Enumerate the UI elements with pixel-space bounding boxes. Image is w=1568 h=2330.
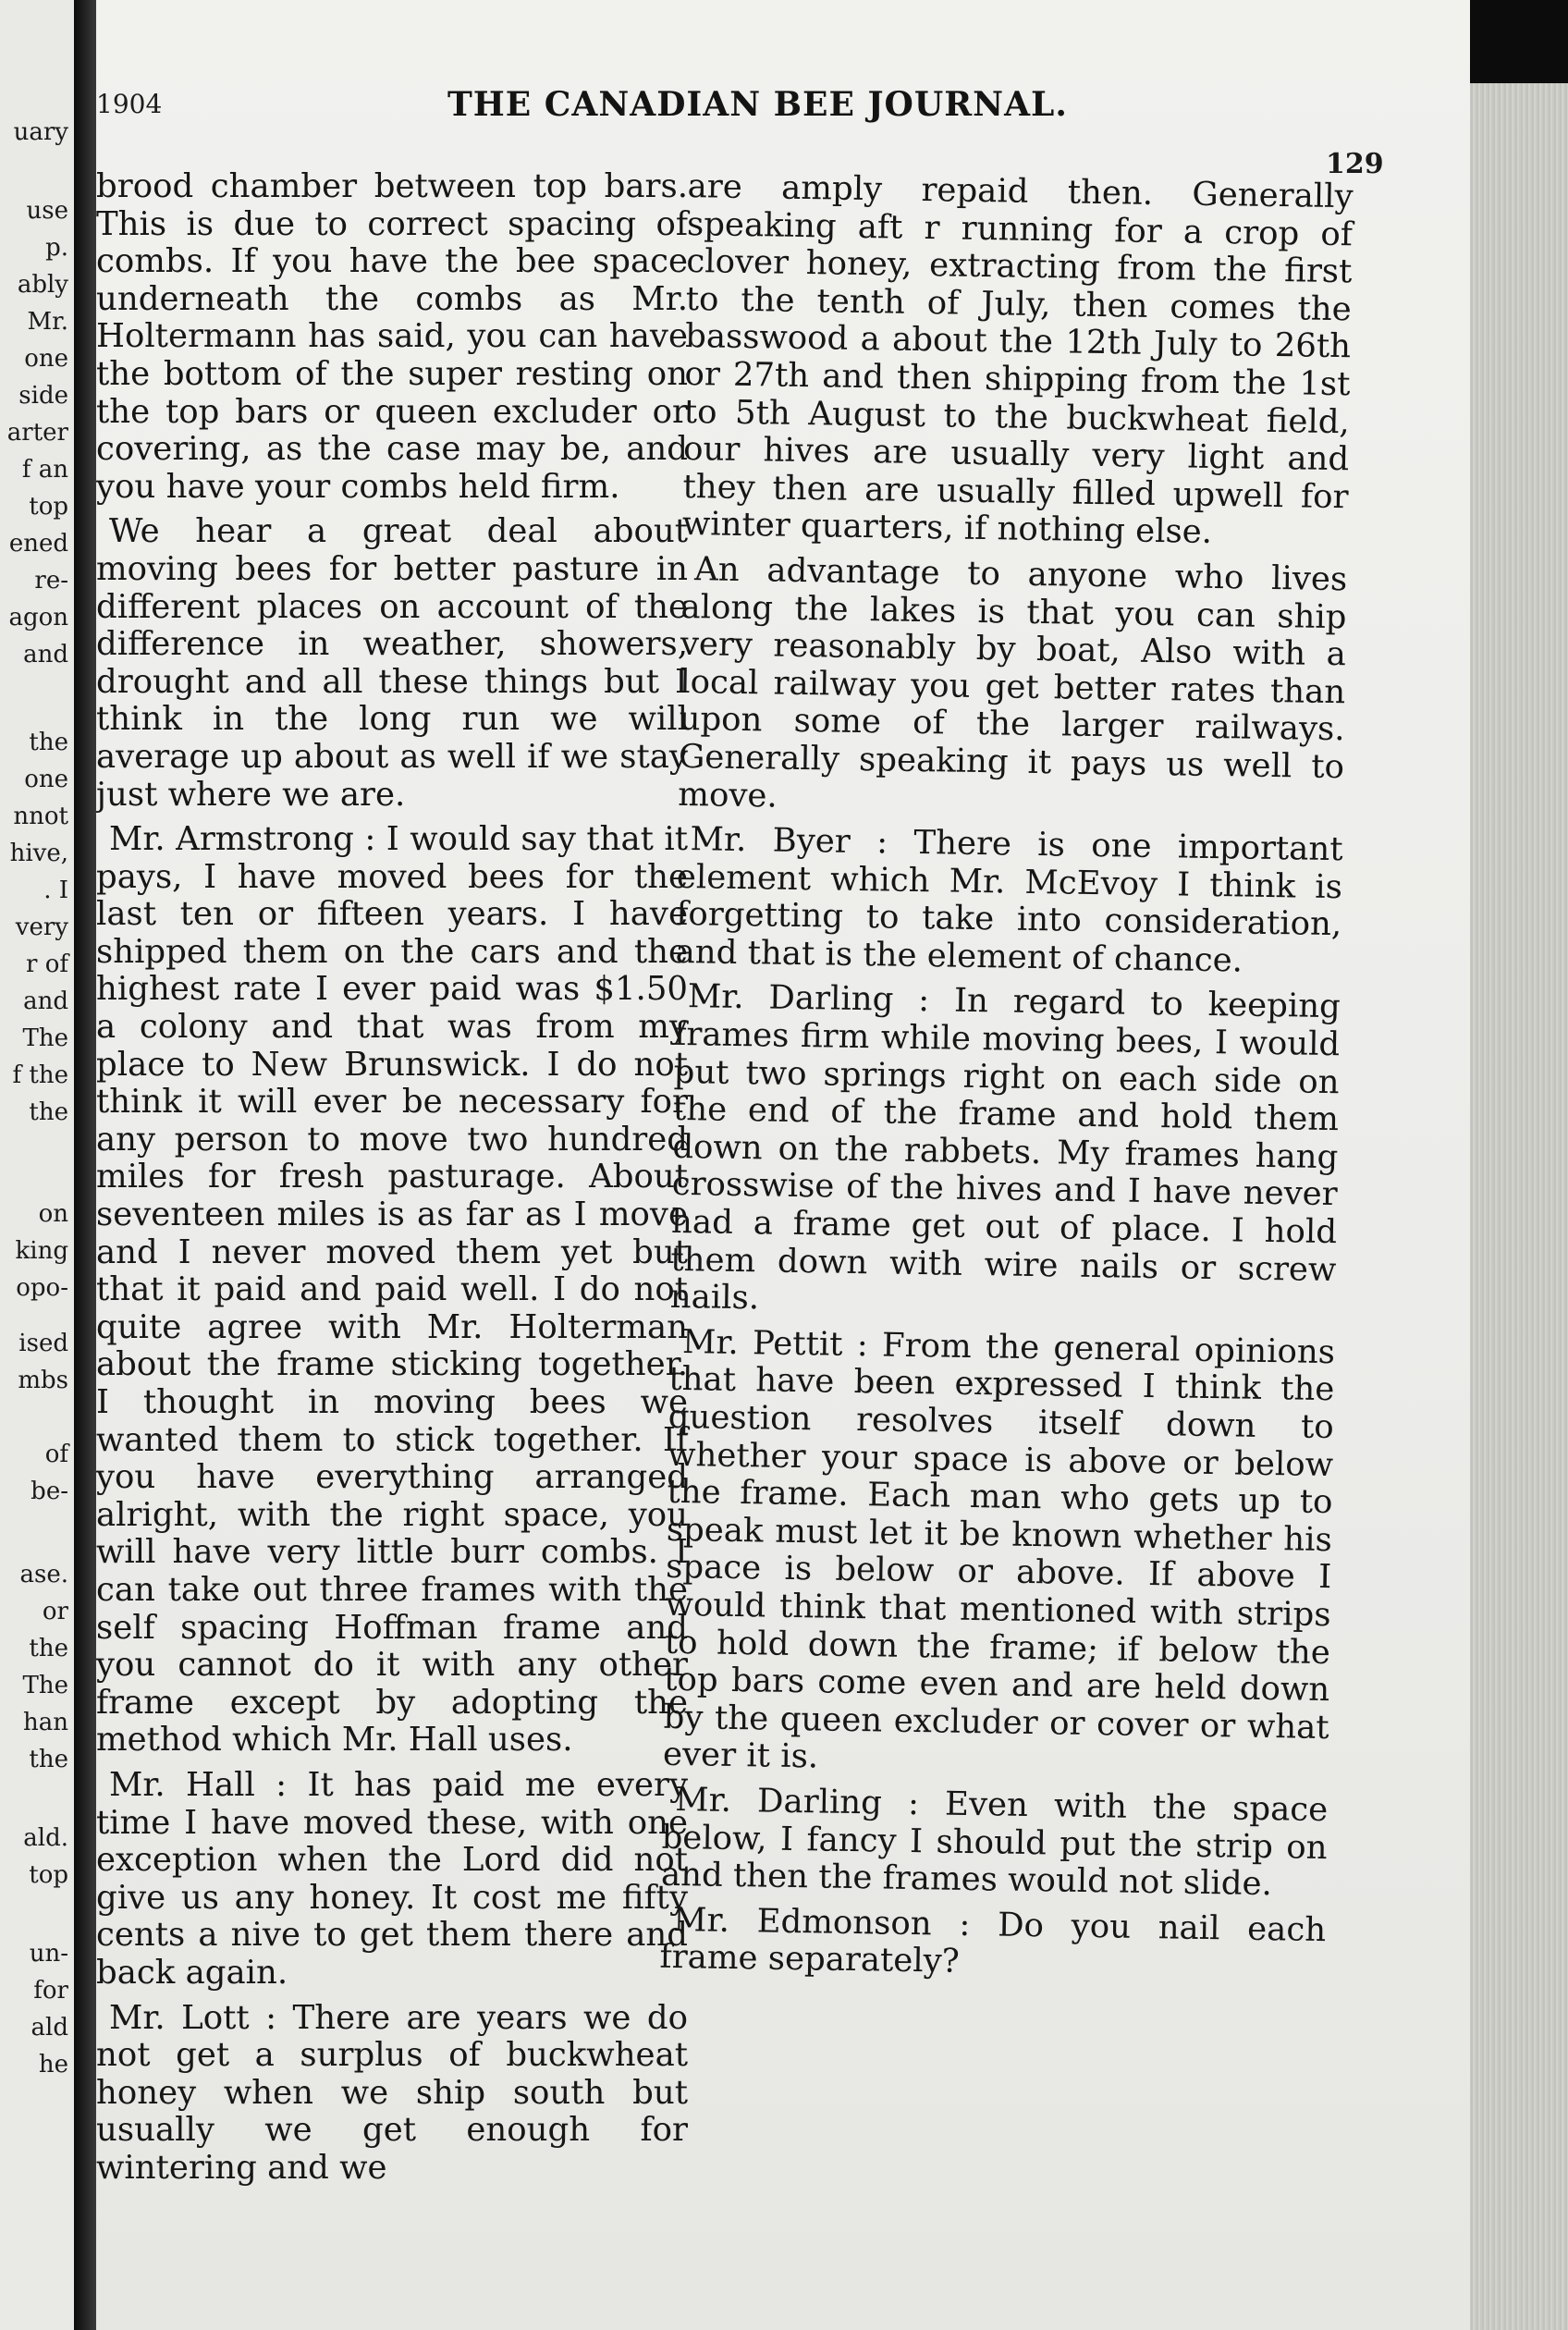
adjacent-page-fragment: f the (12, 1061, 68, 1089)
adjacent-page-fragment: one (24, 345, 68, 373)
left-paragraph-3: Mr. Armstrong : I would say that it pays, I have moved bees for the last ten or fifteen years. I have shipped them on the cars and the highest rate I ever paid was $1.50 a colony and that was from my place to New Brunswick. I do not think it will ever be necessary for any person to move two hundred miles for fresh pasturage. About seventeen miles is as far as I move and I never moved them yet but that it paid and paid well. I do not quite agree with Mr. Holterman about the frame sticking together. I thought in moving bees we wanted them to stick together. If you have everything arranged alright, with the right space, you will have very little burr combs. I can take out three frames with the self spacing Hoffman frame and you cannot do it with any other frame except by adopting the method which Mr. Hall uses. (96, 820, 688, 1760)
adjacent-page-fragment: r of (26, 950, 68, 978)
right-paragraph-3: Mr. Byer : There is one important element which Mr. McEvoy I think is forgetting to take into consideration, and that is the element of chance. (675, 820, 1343, 980)
adjacent-page-fragment: nnot (13, 803, 68, 830)
adjacent-page-fragment: re- (34, 567, 68, 595)
adjacent-page-fragment: and (23, 641, 68, 668)
adjacent-page-fragment: the (29, 1098, 68, 1126)
book-page (96, 0, 1470, 2330)
adjacent-page-fragment: ened (8, 530, 68, 558)
adjacent-page-fragment: ase. (19, 1561, 68, 1588)
adjacent-page-fragment: top (29, 1861, 68, 1889)
adjacent-page-fragment: . I (43, 877, 68, 904)
adjacent-page-fragment: use (26, 197, 68, 225)
header-year: 1904 (96, 89, 163, 119)
right-column (659, 168, 1354, 1994)
right-paragraph-6: Mr. Darling : Even with the space below, I fancy I should put the strip on and then the frames would not slide. (660, 1780, 1329, 1904)
adjacent-page-fragment: the (29, 729, 68, 756)
adjacent-page-fragment: opo- (16, 1274, 68, 1302)
adjacent-page-fragment: one (24, 766, 68, 793)
adjacent-page-fragment: ised (18, 1330, 68, 1357)
adjacent-page-fragment: side (18, 382, 68, 410)
adjacent-page-fragment: uary (13, 118, 68, 146)
adjacent-page-fragment: hive, (9, 840, 68, 867)
adjacent-page-fragment: mbs (18, 1367, 68, 1394)
adjacent-page-fragment: p. (45, 234, 68, 262)
adjacent-page-fragment: the (29, 1635, 68, 1662)
adjacent-page-fragment: agon (8, 604, 68, 632)
adjacent-page-fragment: Mr. (27, 308, 68, 336)
page-number: 129 (1326, 148, 1384, 180)
adjacent-page-fragment: un- (29, 1940, 68, 1968)
page-fore-edge (1470, 0, 1568, 2330)
adjacent-page-fragment: of (44, 1441, 68, 1468)
left-paragraph-2: We hear a great deal about moving bees for better pasture in different places on account of the difference in weather, showers, drought and all these things but I think in the long run we will average up about as well if we stay just where we are. (96, 512, 688, 814)
page-header (96, 81, 1470, 180)
left-paragraph-4: Mr. Hall : It has paid me every time I have moved these, with one exception when the Lord did not give us any honey. It cost me fifty cents a nive to get them there and back again. (96, 1765, 688, 1992)
adjacent-page-fragment: he (38, 2051, 68, 2079)
right-paragraph-5: Mr. Pettit : From the general opinions that have been expressed I think the question resolves itself down to whether your space is above or below the frame. Each man who gets up to speak must let it be known whether his space is below or above. If above I would think that mentioned with strips to hold down the frame; if below the top bars come even and are held down by the queen excluder or cover or what ever it is. (662, 1322, 1336, 1776)
journal-title: THE CANADIAN BEE JOURNAL. (447, 85, 1068, 124)
adjacent-page-fragment: top (29, 493, 68, 521)
adjacent-page-fragment: The (22, 1672, 68, 1699)
left-column (96, 168, 688, 2194)
adjacent-page-fragment: ald (31, 2014, 68, 2042)
adjacent-page-fragment: the (29, 1746, 68, 1773)
left-paragraph-5: Mr. Lott : There are years we do not get a surplus of buckwheat honey when we ship south but usually we get enough for wintering and we (96, 1998, 688, 2187)
adjacent-page-fragment: han (23, 1709, 68, 1736)
fore-edge-shadow (1470, 0, 1568, 83)
adjacent-page-fragment: for (33, 1977, 68, 2005)
adjacent-page-fragment: and (23, 987, 68, 1015)
adjacent-page-fragment: ably (17, 271, 68, 299)
adjacent-page-fragment: ald. (23, 1824, 68, 1852)
book-gutter (74, 0, 96, 2330)
adjacent-page-fragment: arter (6, 419, 68, 447)
adjacent-page-fragment: on (38, 1200, 68, 1228)
adjacent-page-fragment: f an (21, 456, 68, 484)
right-paragraph-4: Mr. Darling : In regard to keeping frames firm while moving bees, I would put two springs right on each side on the end of the frame and hold them down on the rabbets. My frames hang crosswise of the hives and I have never had a frame get out of place. I hold them down with wire nails or screw nails. (669, 977, 1341, 1318)
left-paragraph-1: brood chamber between top bars. This is due to correct spacing of combs. If you have the bee space underneath the combs as Mr. Holtermann has said, you can have the bottom of the super resting on the top bars or queen excluder or covering, as the case may be, and you have your combs held firm. (96, 167, 688, 506)
adjacent-page-fragment: The (22, 1024, 68, 1052)
adjacent-page-fragment: very (15, 914, 68, 941)
adjacent-page-fragment: king (15, 1237, 68, 1265)
adjacent-page-fragment: or (42, 1598, 68, 1625)
right-paragraph-7: Mr. Edmonson : Do you nail each frame separately? (659, 1900, 1327, 1981)
adjacent-page-strip (0, 0, 74, 2330)
right-paragraph-2: An advantage to anyone who lives along the lakes is that you can ship very reasonably by boat, Also with a local railway you get better rates than upon some of the larger railways. Generally speaking it pays us well to move. (678, 550, 1348, 816)
adjacent-page-fragment: be- (31, 1478, 68, 1505)
right-paragraph-1: are amply repaid then. Generally speaking aft r running for a crop of clover honey, extracting from the first to the tenth of July, then comes the basswood a about the 12th July to 26th or 27th and then shipping from the 1st to 5th August to the buckwheat field, our hives are usually very light and they then are usually filled upwell for winter quarters, if nothing else. (681, 167, 1354, 552)
